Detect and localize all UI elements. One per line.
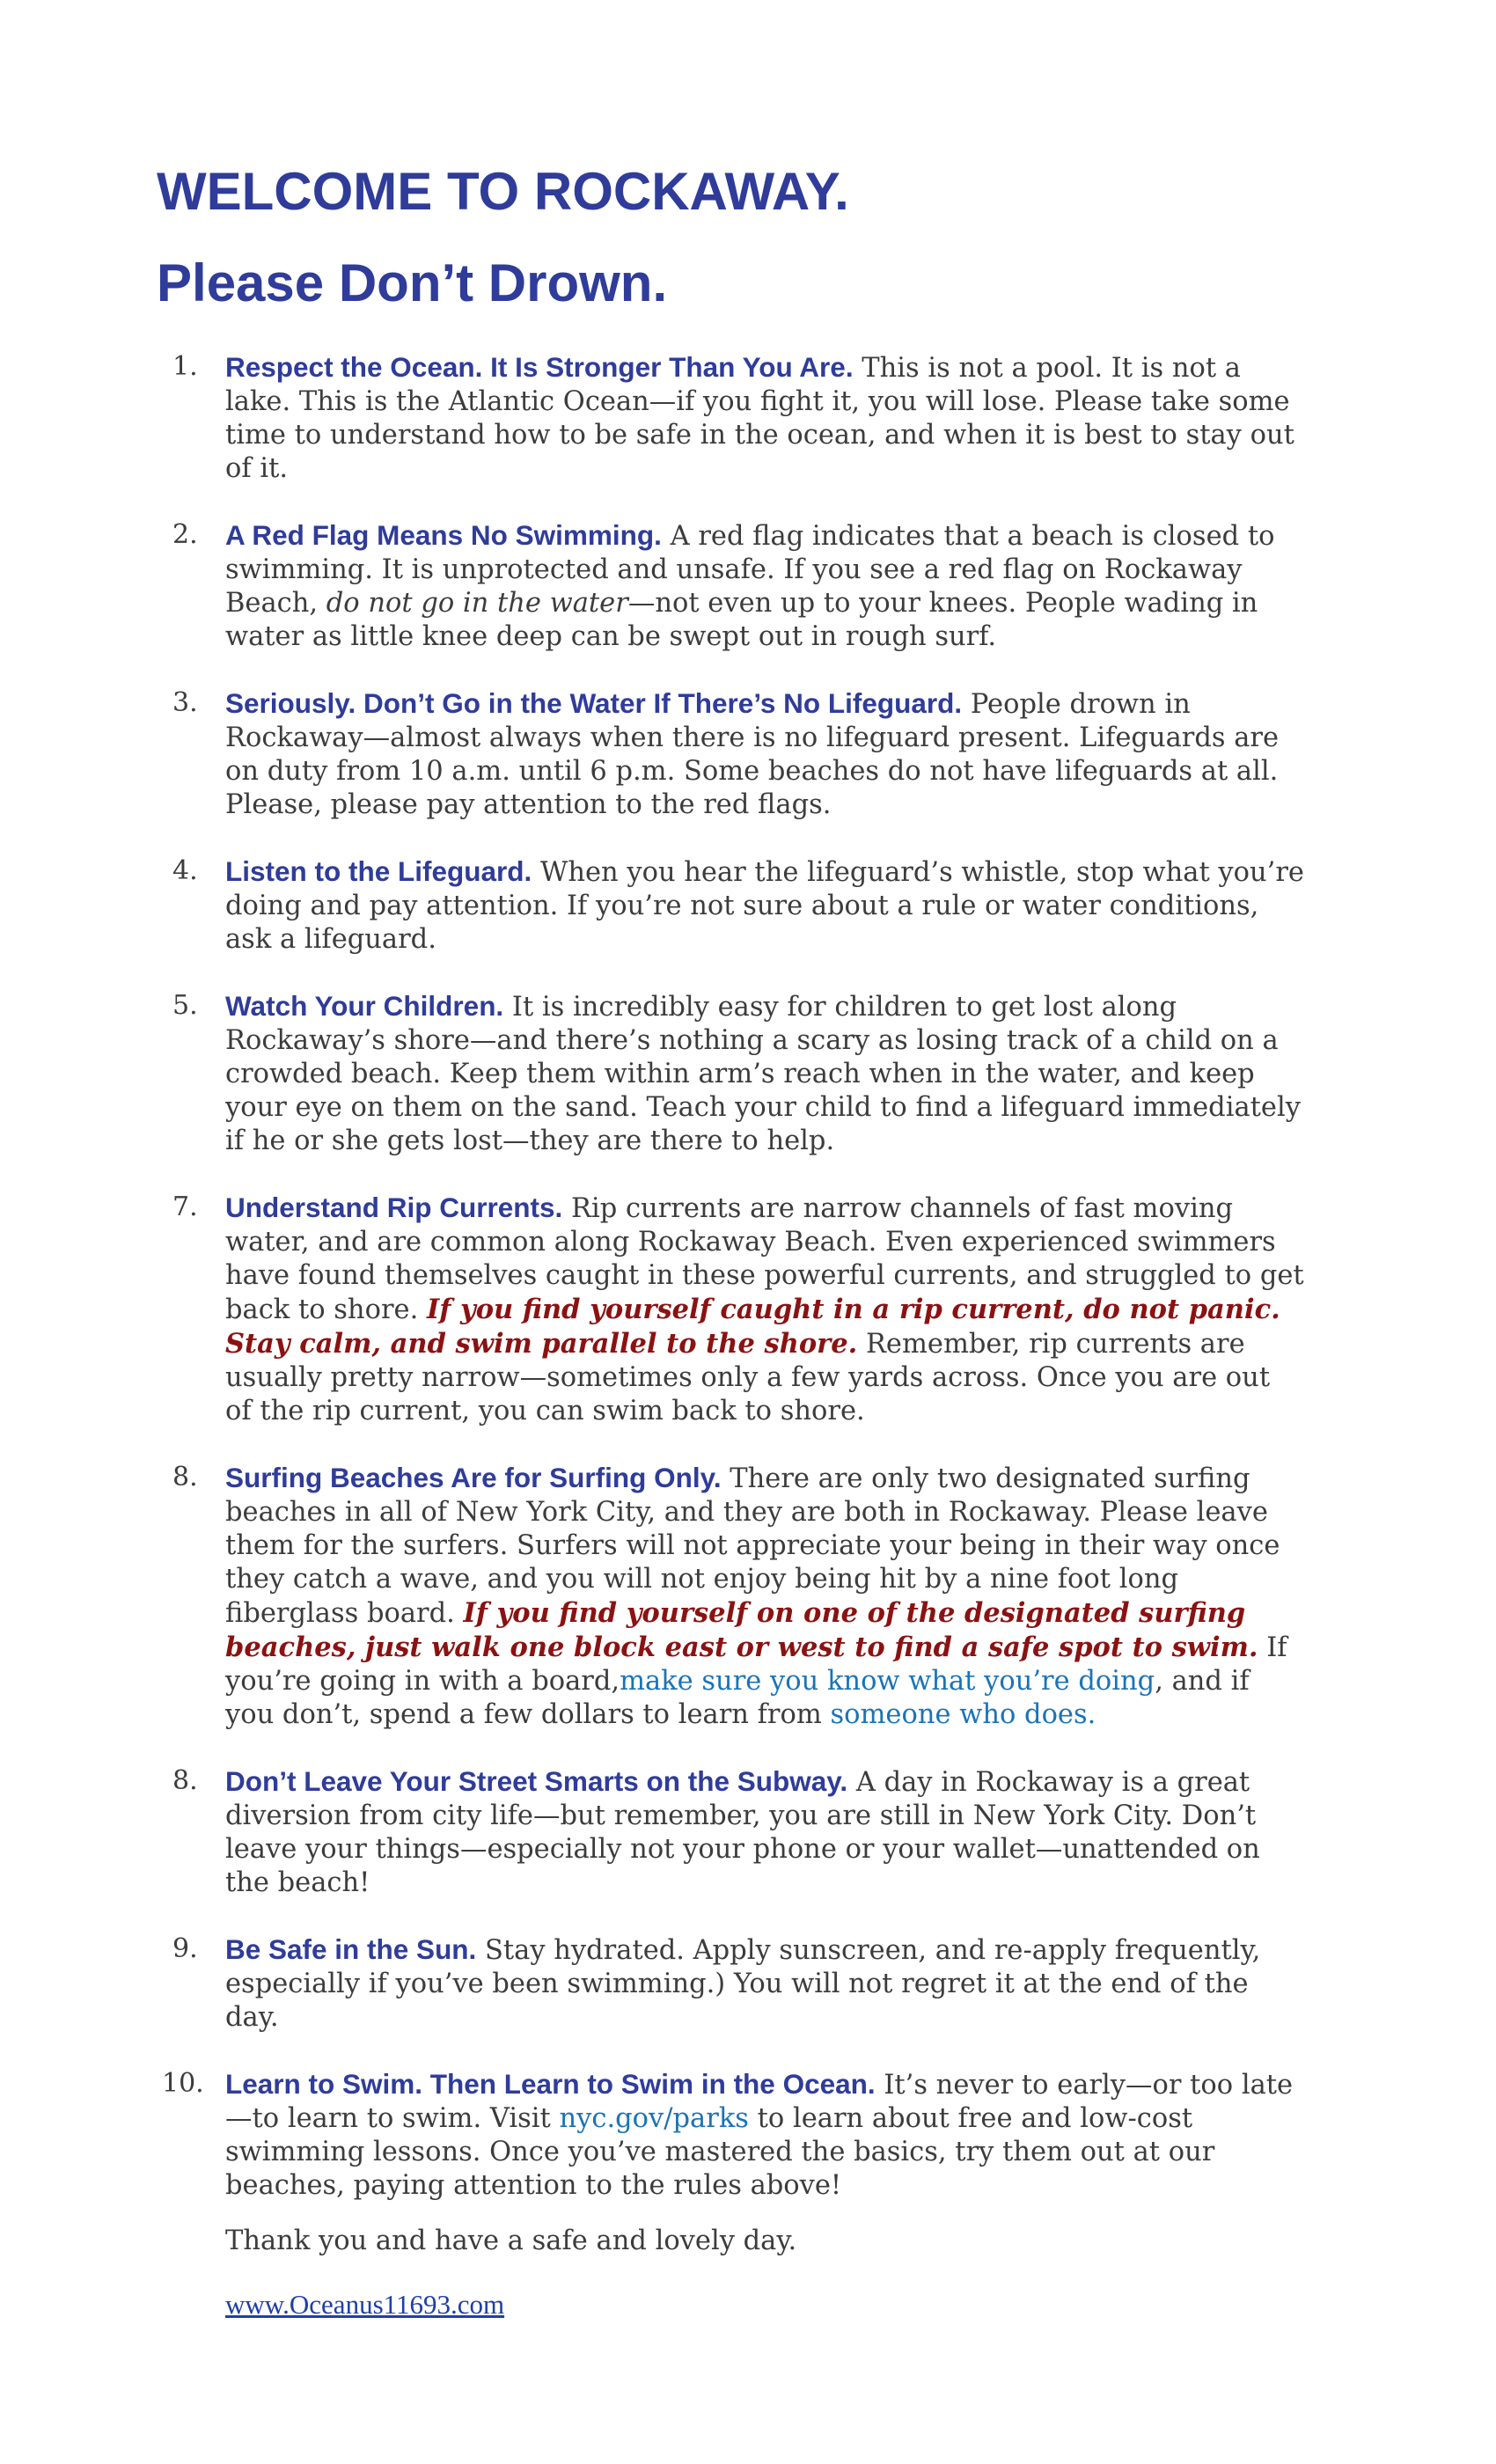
list-item xyxy=(0,1764,1496,1900)
website-link[interactable]: www.Oceanus11693.com xyxy=(225,2289,505,2320)
item-body: Rip currents are narrow channels of fast moving water, and are common along Rockaway Beach. Even experienced swimmers have found themselves caught in these powerful currents, and struggled to get back to shore. xyxy=(225,1193,1304,1325)
surf-lessons-link[interactable]: someone who does. xyxy=(830,1699,1096,1730)
item-heading: Listen to the Lifeguard. xyxy=(225,855,532,887)
page-subtitle: Please Don’t Drown. xyxy=(157,253,668,312)
nyc-parks-link[interactable]: nyc.gov/parks xyxy=(559,2103,749,2134)
item-heading: Watch Your Children. xyxy=(225,990,504,1022)
list-item xyxy=(0,518,1496,654)
item-body: This is not a pool. It is not a lake. This is the Atlantic Ocean—if you fight it, you will lose. Please take some time to understand how to be safe in the ocean, and when it is best to stay out of it. xyxy=(225,353,1294,484)
item-number: 2. xyxy=(172,519,198,550)
item-heading: Surfing Beaches Are for Surfing Only. xyxy=(225,1462,722,1493)
item-body: to learn about free and low-cost swimming lessons. Once you’ve mastered the basics, try them out at our beaches, paying attention to the rules above! xyxy=(225,2103,1215,2201)
item-number: 9. xyxy=(172,1933,198,1964)
item-body: It’s never to early—or too late—to learn to swim. Visit xyxy=(225,2070,1294,2134)
item-body: Remember, rip currents are usually pretty narrow—sometimes only a few yards across. Once you are out of the rip current, you can swim back to shore. xyxy=(225,1329,1271,1426)
surfing-guide-link[interactable]: make sure you know what you’re doing xyxy=(620,1666,1155,1697)
page-title: WELCOME TO ROCKAWAY. xyxy=(157,162,849,221)
item-body: —not even up to your knees. People wading in water as little knee deep can be swept out in rough surf. xyxy=(225,588,1258,652)
item-number: 1. xyxy=(172,351,198,382)
item-emphasis: If you find yourself on one of the designated surfing beaches, just walk one block east or west to find a safe spot to swim. xyxy=(225,1597,1258,1663)
list-item xyxy=(0,1932,1496,2035)
item-heading: Respect the Ocean. It Is Stronger Than You Are. xyxy=(225,351,854,383)
item-body: There are only two designated surfing beaches in all of New York City, and they are both in Rockaway. Please leave them for the surfers. Surfers will not appreciate your being in their way once they catch a wave, and you will not enjoy being hit by a nine foot long fiberglass board. xyxy=(225,1463,1280,1629)
list-item xyxy=(0,2067,1496,2203)
item-emphasis: If you find yourself caught in a rip current, do not panic. Stay calm, and swim parallel to the shore. xyxy=(225,1294,1280,1360)
item-heading: Don’t Leave Your Street Smarts on the Subway. xyxy=(225,1765,848,1797)
item-body: A day in Rockaway is a great diversion from city life—but remember, you are still in New York City. Don’t leave your things—especially not your phone or your wallet—unattended on the beach! xyxy=(225,1767,1260,1898)
item-number: 7. xyxy=(172,1192,198,1222)
list-item xyxy=(0,854,1496,957)
item-body-italic: do not go in the water xyxy=(326,588,628,619)
list-item xyxy=(0,1461,1496,1732)
item-body: People drown in Rockaway—almost always when there is no lifeguard present. Lifeguards are on duty from 10 a.m. until 6 p.m. Some beaches do not have lifeguards at all. Please, please pay attention to the red flags. xyxy=(225,689,1280,820)
item-number: 8. xyxy=(172,1462,198,1492)
item-body: , and if you don’t, spend a few dollars to learn from xyxy=(225,1666,1250,1730)
item-heading: Seriously. Don’t Go in the Water If There’s No Lifeguard. xyxy=(225,687,963,719)
closing-message: Thank you and have a safe and lovely day. xyxy=(225,2226,797,2256)
item-heading: Learn to Swim. Then Learn to Swim in the Ocean. xyxy=(225,2068,876,2100)
list-item xyxy=(0,686,1496,822)
list-item xyxy=(0,1191,1496,1428)
item-number: 5. xyxy=(172,990,198,1021)
item-number: 3. xyxy=(172,687,198,718)
item-number: 10. xyxy=(162,2068,204,2099)
item-number: 4. xyxy=(172,855,198,886)
item-heading: A Red Flag Means No Swimming. xyxy=(225,519,662,551)
item-heading: Be Safe in the Sun. xyxy=(225,1933,477,1965)
safety-rules-list xyxy=(0,350,1496,2235)
list-item xyxy=(0,989,1496,1158)
item-body: If you’re going in with a board, xyxy=(225,1632,1287,1697)
item-body: Stay hydrated. Apply sunscreen, and re-apply frequently, especially if you’ve been swimming.) You will not regret it at the end of the day. xyxy=(225,1935,1261,2033)
item-body: A red flag indicates that a beach is closed to swimming. It is unprotected and unsafe. If you see a red flag on Rockaway Beach, xyxy=(225,521,1275,619)
item-body: It is incredibly easy for children to get lost along Rockaway’s shore—and there’s nothing a scary as losing track of a child on a crowded beach. Keep them within arm’s reach when in the water, and keep your eye on them on the sand. Teach your child to find a lifeguard immediately if he or she gets lost—they are there to help. xyxy=(225,992,1301,1156)
item-body: When you hear the lifeguard’s whistle, stop what you’re doing and pay attention. If you’re not sure about a rule or water conditions, ask a lifeguard. xyxy=(225,857,1304,955)
list-item xyxy=(0,350,1496,486)
item-heading: Understand Rip Currents. xyxy=(225,1192,563,1223)
item-number: 8. xyxy=(172,1765,198,1796)
